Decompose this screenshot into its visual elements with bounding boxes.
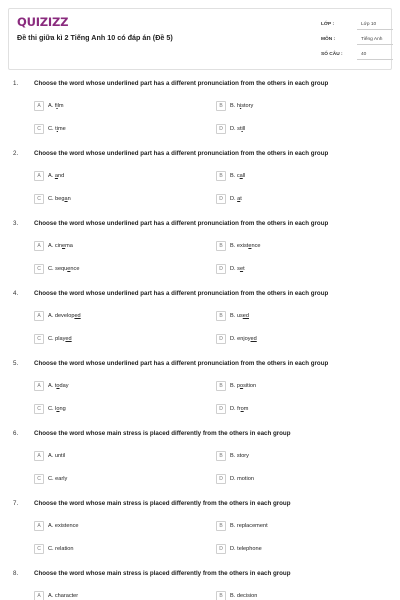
option-text-prefix: B. h (230, 102, 240, 109)
option-text (230, 103, 253, 109)
quizizz-logo: QUIZIZZ (17, 15, 69, 29)
option-text-suffix: lm (57, 102, 64, 109)
option-text-prefix: C. l (48, 405, 57, 412)
answer-option-c[interactable] (34, 193, 71, 204)
meta-value: Lớp 10 (357, 19, 393, 30)
option-text (48, 546, 74, 552)
option-underlined-part: ed (250, 335, 257, 342)
option-text (48, 243, 73, 249)
option-letter-box[interactable]: B (216, 171, 226, 181)
option-text (48, 453, 65, 459)
option-text-suffix: ll (242, 125, 246, 132)
option-text (230, 383, 256, 389)
option-underlined-part: i (56, 102, 58, 109)
option-letter-box[interactable]: A (34, 101, 44, 111)
option-underlined-part: ed (65, 335, 72, 342)
option-letter-box[interactable]: B (216, 381, 226, 391)
question-number: 2. (13, 150, 19, 157)
answer-option-b[interactable] (216, 170, 245, 181)
meta-row-question-count (321, 47, 393, 62)
option-text-prefix: A. cin (48, 242, 62, 249)
worksheet-meta (321, 17, 393, 62)
question-number: 5. (13, 360, 19, 367)
answer-option-d[interactable] (216, 543, 262, 554)
answer-option-a[interactable] (34, 590, 78, 600)
option-underlined-part: i (241, 125, 243, 132)
option-text (48, 126, 66, 132)
answer-option-d[interactable] (216, 403, 248, 414)
option-underlined-part: o (240, 405, 244, 412)
option-letter-box[interactable]: B (216, 311, 226, 321)
option-text-prefix: C. early (48, 475, 68, 482)
option-text (48, 593, 78, 599)
option-text-prefix: A. character (48, 592, 79, 599)
answer-option-a[interactable] (34, 380, 69, 391)
option-text (230, 453, 249, 459)
option-text-suffix: nce (70, 265, 80, 272)
meta-value: Tiếng Anh (357, 34, 393, 45)
option-letter-box[interactable]: C (34, 124, 44, 134)
option-letter-box[interactable]: D (216, 194, 226, 204)
option-underlined-part: a (237, 195, 241, 202)
option-underlined-part: ed (74, 312, 81, 319)
answer-option-b[interactable] (216, 450, 249, 461)
option-underlined-part: e (62, 242, 66, 249)
answer-option-b[interactable] (216, 100, 253, 111)
option-text-prefix: A. (48, 172, 55, 179)
option-text-prefix: B. us (230, 312, 243, 319)
option-letter-box[interactable]: D (216, 334, 226, 344)
option-letter-box[interactable]: B (216, 521, 226, 531)
option-text-suffix: nd (57, 172, 65, 179)
option-text (48, 266, 79, 272)
option-text-suffix: m (243, 405, 249, 412)
option-text-prefix: C. play (48, 335, 66, 342)
option-text-prefix: B. replacement (230, 522, 268, 529)
option-text (48, 476, 67, 482)
question-number: 4. (13, 290, 19, 297)
answer-option-c[interactable] (34, 403, 66, 414)
answer-option-b[interactable] (216, 380, 256, 391)
option-text-prefix: D. motion (230, 475, 254, 482)
option-text-prefix: C. t (48, 125, 57, 132)
option-text-prefix: A. develop (48, 312, 75, 319)
option-underlined-part: e (248, 242, 252, 249)
option-text (230, 336, 257, 342)
question-text: Choose the word whose main stress is placed differently from the others in each group (34, 430, 291, 437)
option-letter-box[interactable]: D (216, 264, 226, 274)
meta-value: 40 (357, 49, 393, 60)
option-text-prefix: B. decision (230, 592, 258, 599)
option-text-prefix: B. p (230, 382, 240, 389)
answer-option-b[interactable] (216, 590, 257, 600)
option-text (230, 546, 262, 552)
question-number: 6. (13, 430, 19, 437)
option-text (48, 313, 81, 319)
question-number: 3. (13, 220, 19, 227)
meta-label: LỚP : (321, 22, 335, 27)
option-letter-box[interactable]: C (34, 544, 44, 554)
option-text (230, 406, 248, 412)
meta-row-subject (321, 32, 393, 47)
question-number: 7. (13, 500, 19, 507)
answer-option-d[interactable] (216, 123, 245, 134)
answer-option-d[interactable] (216, 473, 254, 484)
answer-option-a[interactable] (34, 100, 64, 111)
option-underlined-part: i (239, 102, 242, 109)
option-letter-box[interactable]: B (216, 591, 226, 600)
option-letter-box[interactable]: A (34, 451, 44, 461)
option-letter-box[interactable]: D (216, 124, 226, 134)
option-text (48, 523, 78, 529)
option-letter-box[interactable]: D (216, 544, 226, 554)
answer-option-d[interactable] (216, 333, 257, 344)
option-letter-box[interactable]: A (34, 311, 44, 321)
option-text-suffix: ma (65, 242, 73, 249)
option-letter-box[interactable]: C (34, 194, 44, 204)
option-text (48, 336, 72, 342)
meta-label: MÔN : (321, 37, 336, 42)
option-underlined-part: o (56, 382, 60, 389)
option-text-prefix: D. s (230, 265, 240, 272)
answer-option-c[interactable] (34, 333, 72, 344)
option-letter-box[interactable]: A (34, 171, 44, 181)
option-letter-box[interactable]: D (216, 404, 226, 414)
option-text-suffix: ng (59, 405, 66, 412)
option-text (230, 593, 257, 599)
option-text (230, 196, 242, 202)
option-letter-box[interactable]: C (34, 334, 44, 344)
question-text: Choose the word whose main stress is placed differently from the others in each group (34, 570, 291, 577)
option-underlined-part: ed (242, 312, 249, 319)
option-text-suffix: sition (243, 382, 257, 389)
option-text (230, 476, 254, 482)
option-text (230, 313, 249, 319)
worksheet-title: Đề thi giữa kì 2 Tiếng Anh 10 có đáp án (Đề 5) (17, 33, 173, 42)
option-underlined-part: i (56, 125, 58, 132)
option-text-suffix: ll (242, 172, 246, 179)
option-text (48, 173, 64, 179)
answer-option-b[interactable] (216, 240, 261, 251)
option-text (230, 266, 245, 272)
worksheet-header (8, 8, 392, 70)
option-text-suffix: t (240, 195, 242, 202)
option-text-prefix: A. t (48, 382, 57, 389)
option-text-prefix: A. f (48, 102, 57, 109)
option-letter-box[interactable]: A (34, 521, 44, 531)
option-text (230, 243, 261, 249)
question-text: Choose the word whose underlined part has a different pronunciation from the others in each group (34, 360, 329, 367)
option-letter-box[interactable]: B (216, 241, 226, 251)
option-text-prefix: D. (230, 195, 238, 202)
option-text-suffix: nce (251, 242, 261, 249)
option-letter-box[interactable]: B (216, 101, 226, 111)
option-text-suffix: n (67, 195, 71, 202)
option-text-prefix: C. beg (48, 195, 65, 202)
meta-label: SỐ CÂU : (321, 52, 343, 57)
answer-option-a[interactable] (34, 450, 65, 461)
option-text-suffix: day (59, 382, 69, 389)
option-underlined-part: a (239, 172, 243, 179)
option-text-prefix: B. story (230, 452, 249, 459)
option-text (48, 383, 69, 389)
question-text: Choose the word whose underlined part has a different pronunciation from the others in each group (34, 290, 329, 297)
option-letter-box[interactable]: C (34, 264, 44, 274)
option-letter-box[interactable]: A (34, 591, 44, 600)
answer-option-d[interactable] (216, 193, 242, 204)
option-text-prefix: D. telephone (230, 545, 262, 552)
option-text-prefix: D. st (230, 125, 242, 132)
option-text-prefix: A. existence (48, 522, 79, 529)
answer-option-a[interactable] (34, 170, 64, 181)
option-letter-box[interactable]: A (34, 381, 44, 391)
meta-row-class (321, 17, 393, 32)
option-text (230, 126, 245, 132)
answer-option-a[interactable] (34, 310, 81, 321)
option-text (230, 173, 245, 179)
answer-option-c[interactable] (34, 263, 79, 274)
option-text-prefix: C. relation (48, 545, 74, 552)
option-letter-box[interactable]: D (216, 474, 226, 484)
option-letter-box[interactable]: C (34, 404, 44, 414)
option-text-suffix: story (241, 102, 254, 109)
question-text: Choose the word whose underlined part has a different pronunciation from the others in each group (34, 220, 329, 227)
option-underlined-part: e (239, 265, 244, 272)
option-letter-box[interactable]: A (34, 241, 44, 251)
question-number: 1. (13, 80, 19, 87)
answer-option-a[interactable] (34, 240, 73, 251)
option-underlined-part: a (54, 172, 58, 179)
answer-option-c[interactable] (34, 473, 67, 484)
option-text (48, 196, 71, 202)
question-text: Choose the word whose main stress is placed differently from the others in each group (34, 500, 291, 507)
option-underlined-part: o (56, 405, 60, 412)
option-underlined-part: o (239, 382, 244, 389)
question-number: 8. (13, 570, 19, 577)
option-text-prefix: B. exist (230, 242, 249, 249)
option-text (48, 406, 66, 412)
answer-option-d[interactable] (216, 263, 245, 274)
option-text-prefix: D. enjoy (230, 335, 251, 342)
option-text-prefix: D. fr (230, 405, 241, 412)
option-text (48, 103, 64, 109)
question-text: Choose the word whose underlined part has a different pronunciation from the others in each group (34, 80, 329, 87)
answer-option-c[interactable] (34, 543, 74, 554)
answer-option-c[interactable] (34, 123, 66, 134)
option-text-suffix: me (57, 125, 66, 132)
option-text (230, 523, 268, 529)
option-text-prefix: A. until (48, 452, 66, 459)
answer-option-b[interactable] (216, 310, 249, 321)
option-text-prefix: B. c (230, 172, 240, 179)
option-letter-box[interactable]: C (34, 474, 44, 484)
option-underlined-part: e (67, 265, 71, 272)
option-text-prefix: C. sequ (48, 265, 68, 272)
question-text: Choose the word whose underlined part has a different pronunciation from the others in each group (34, 150, 329, 157)
option-underlined-part: a (64, 195, 68, 202)
option-text-suffix: t (243, 265, 245, 272)
option-letter-box[interactable]: B (216, 451, 226, 461)
answer-option-b[interactable] (216, 520, 268, 531)
answer-option-a[interactable] (34, 520, 78, 531)
